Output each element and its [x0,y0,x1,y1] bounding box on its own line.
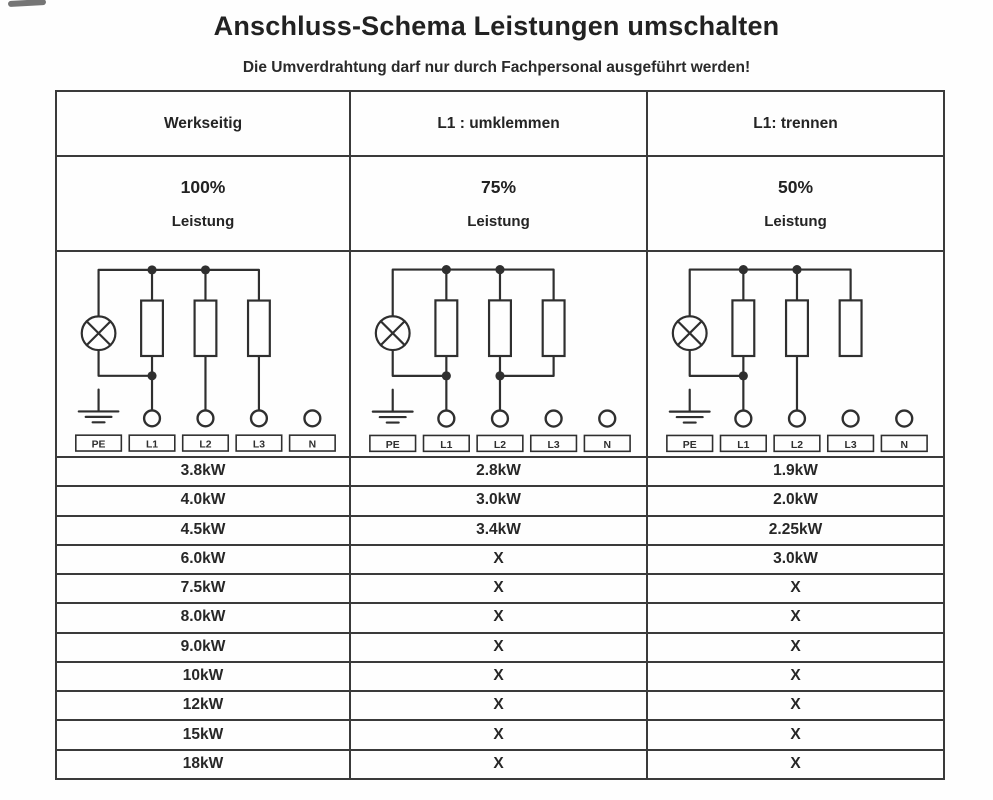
terminal-circle [438,411,454,427]
column-header-umklemmen: L1 : umklemmen [351,92,648,155]
heating-element [786,300,808,356]
junction-dot [792,265,801,274]
power-row [57,692,943,721]
wiring-diagram [648,252,941,456]
heating-element [435,300,457,356]
power-value: 1.9kW [773,462,818,480]
junction-dot [739,371,748,380]
power-value: X [351,721,648,748]
terminal-label: L3 [252,439,265,451]
heating-element [195,301,217,356]
percent-value: 50% [777,177,814,197]
wiring-diagram-cell-50 [648,252,943,456]
power-value: 8.0kW [57,604,351,631]
wiring-diagram-cell-100 [57,252,351,456]
header-row [57,92,943,157]
percent-label: Leistung [171,213,235,230]
terminal-label: PE [385,439,400,451]
power-value: 10kW [57,663,351,690]
terminal-circle [735,411,751,427]
power-value: 15kW [57,721,351,748]
wiring-diagram-cell-75 [351,252,648,456]
bus-wire [393,270,554,317]
power-row [57,663,943,692]
power-value: X [351,575,648,602]
terminal-circle [843,411,859,427]
junction-dot [201,265,210,274]
power-value: X [351,546,648,573]
terminal-label: N [603,439,612,451]
percent-label: Leistung [764,213,827,230]
power-value: X [351,604,648,631]
power-value: X [790,754,801,772]
power-value: X [790,637,801,655]
terminal-circle [492,411,508,427]
diagram-row [57,252,943,458]
power-value: X [351,634,648,661]
terminal-circle [304,410,320,426]
power-value: X [351,692,648,719]
power-value: 2.0kW [773,491,818,509]
power-value: 7.5kW [57,575,351,602]
terminal-circle [546,411,562,427]
bus-wire [99,270,259,317]
power-value: 2.25kW [768,520,823,538]
power-value: 6.0kW [57,546,351,573]
column-header-werkseitig: Werkseitig [57,92,351,155]
percent-value: 75% [480,177,517,197]
terminal-label: PE [682,439,697,451]
power-rows [57,458,943,778]
junction-dot [442,265,451,274]
junction-dot [147,371,156,380]
scan-artifact [8,0,46,7]
power-row [57,751,943,778]
power-value: 9.0kW [57,634,351,661]
percent-label: Leistung [467,213,530,230]
terminal-label: L1 [440,439,453,451]
terminal-label: L2 [790,439,804,451]
power-row [57,458,943,487]
heating-element [489,300,511,356]
terminal-label: L3 [547,439,560,451]
junction-dot [147,265,156,274]
power-row [57,517,943,546]
heating-element [248,301,270,356]
power-value: 4.5kW [57,517,351,544]
terminal-label: L3 [844,439,857,451]
wiring-diagram [351,252,644,456]
percent-cell-100 [57,157,351,250]
terminal-label: N [308,439,317,451]
junction-dot [495,265,504,274]
terminal-circle [896,411,912,427]
terminal-circle [251,410,267,426]
terminal-circle [198,410,214,426]
terminal-circle [789,411,805,427]
terminal-circle [599,411,615,427]
power-row [57,604,943,633]
power-value: X [351,663,648,690]
power-value: X [790,696,801,714]
power-value: X [790,579,801,597]
junction-dot [495,371,504,380]
power-value: X [351,751,648,778]
terminal-label: L1 [737,439,750,451]
heating-element [543,300,565,356]
power-row [57,487,943,516]
power-value: 18kW [57,751,351,778]
power-value: 2.8kW [351,458,648,485]
power-row [57,546,943,575]
page-title: Anschluss-Schema Leistungen umschalten [213,11,780,41]
terminal-label: L1 [145,439,159,451]
wire [500,356,554,376]
heating-element [732,300,754,356]
power-value: X [790,725,801,743]
column-header-trennen: L1: trennen [753,114,838,132]
power-value: X [790,608,801,626]
bus-wire [690,270,851,317]
percent-cell-75 [351,157,648,250]
power-row [57,721,943,750]
terminal-label: L2 [199,439,212,451]
wiring-diagram [57,252,349,456]
junction-dot [739,265,748,274]
power-value: X [790,666,801,684]
junction-dot [442,371,451,380]
power-value: 3.0kW [351,487,648,514]
terminal-label: PE [91,439,106,451]
power-value: 4.0kW [57,487,351,514]
heating-element [840,300,862,356]
terminal-circle [144,410,160,426]
power-row [57,634,943,663]
power-value: 3.8kW [57,458,351,485]
connection-schema-table [55,90,945,780]
page-subtitle: Die Umverdrahtung darf nur durch Fachpersonal ausgeführt werden! [242,59,751,76]
terminal-label: N [900,439,909,451]
power-row [57,575,943,604]
percent-value: 100% [180,177,226,197]
percent-row [57,157,943,252]
heating-element [141,301,163,356]
percent-cell-50 [648,157,943,250]
terminal-label: L2 [493,439,507,451]
power-value: 3.0kW [773,549,818,567]
power-value: 3.4kW [351,517,648,544]
power-value: 12kW [57,692,351,719]
